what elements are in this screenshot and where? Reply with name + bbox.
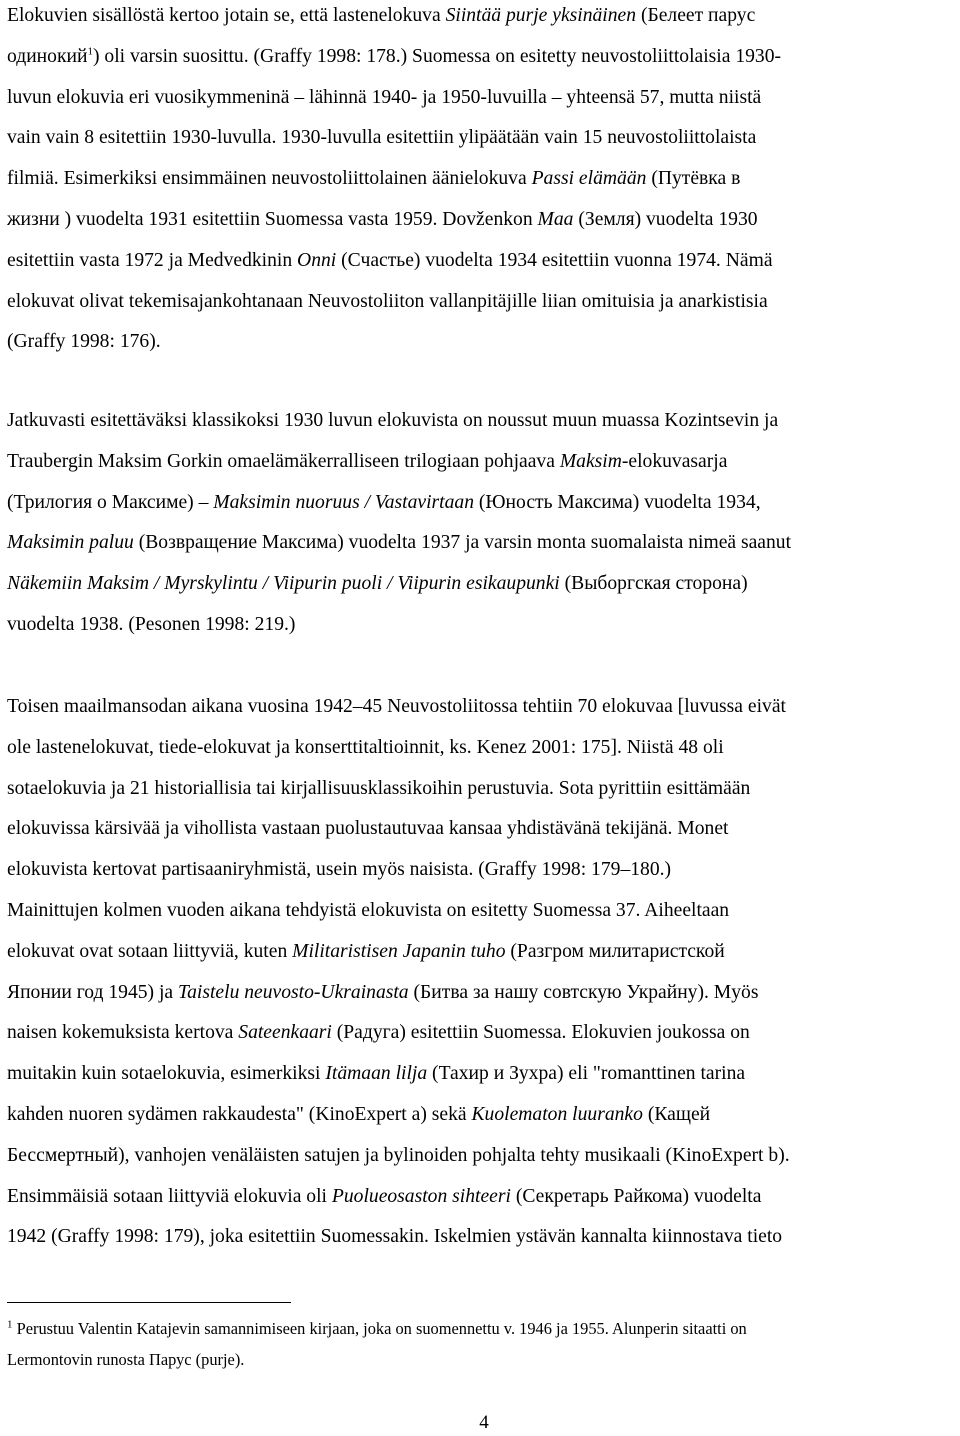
text-run: Elokuvien sisällöstä kertoo jotain se, että lastenelokuva (7, 5, 446, 26)
text-line (7, 728, 790, 769)
text-run: жизни ) vuodelta 1931 esitettiin Suomessa vasta 1959. Dovženkon (7, 208, 538, 230)
text-run: ) oli varsin suosittu. (Graffy 1998: 178.) Suomessa on esitetty neuvostoliittolaisia 1930- (92, 45, 782, 67)
text-run: Mainittujen kolmen vuoden aikana tehdyistä elokuvista on esitetty Suomessa 37. Aiheeltaan (7, 899, 730, 921)
text-run: elokuvat ovat sotaan liittyviä, kuten (7, 940, 293, 962)
text-line (7, 78, 781, 119)
text-line (7, 687, 790, 728)
film-title: Militaristisen Japanin tuho (292, 940, 506, 962)
text-line (7, 118, 781, 159)
text-run: (Радуга) esitettiin Suomessa. Elokuvien joukossa on (331, 1022, 750, 1044)
footnote-marker: 1 (87, 45, 93, 58)
text-run: (Земля) vuodelta 1930 (573, 208, 758, 230)
text-line (7, 401, 791, 442)
text-line (7, 523, 791, 564)
text-run: 1942 (Graffy 1998: 179), joka esitettiin Suomessakin. Iskelmien ystävän kannalta kiinnostava tieto (7, 1226, 783, 1248)
text-line (7, 442, 791, 483)
text-run: (Секретарь Райкома) vuodelta (510, 1185, 762, 1207)
text-run: (Юность Максима) vuodelta 1934, (474, 491, 761, 513)
text-run: esitettiin vasta 1972 ja Medvedkinin (7, 249, 298, 271)
text-run: (Разгром милитаристской (505, 940, 725, 962)
film-title: Taistelu neuvosto-Ukrainasta (178, 981, 409, 1003)
film-title: Maksimin paluu (7, 532, 134, 554)
text-run: naisen kokemuksista kertova (7, 1022, 239, 1044)
text-run: (Возвращение Максима) vuodelta 1937 ja varsin monta suomalaista nimeä saanut (133, 532, 792, 554)
film-title: Siintää purje yksinäinen (445, 5, 637, 26)
text-line (7, 932, 790, 973)
text-run: -elokuvasarja (621, 450, 728, 472)
text-line (7, 973, 790, 1014)
text-run: (Битва за нашу совтскую Украйну). Myös (408, 981, 759, 1003)
text-line (7, 891, 790, 932)
text-run: (Трилогия о Максиме) – (7, 491, 214, 513)
text-line (7, 564, 791, 605)
text-run: Traubergin Maksim Gorkin omaelämäkerralliseen trilogiaan pohjaava (7, 450, 560, 472)
text-line (7, 322, 781, 363)
text-run: (Путёвка в (646, 168, 741, 190)
text-line (7, 850, 790, 891)
text-run: sotaelokuvia ja 21 historiallisia tai kirjallisuusklassikoihin perustuvia. Sota pyrittiin esittämään (7, 777, 751, 799)
footnote-marker: 1 (7, 1318, 13, 1331)
film-title: Itämaan lilja (325, 1063, 428, 1085)
text-line (7, 282, 781, 323)
film-title: Maksim (559, 450, 622, 472)
text-line (7, 241, 781, 282)
text-line (7, 1313, 955, 1344)
text-run: одинокий (7, 45, 88, 67)
footnote (7, 1313, 955, 1375)
text-line (7, 483, 791, 524)
text-line (7, 0, 781, 37)
film-title: Puolueosaston sihteeri (331, 1185, 511, 1207)
text-line (7, 1136, 790, 1177)
text-run: (Кащей (642, 1103, 711, 1125)
text-run: (Выборгская сторона) (559, 573, 748, 595)
text-run: elokuvissa kärsivää ja vihollista vastaan puolustautuvaa kansaa yhdistävänä tekijänä. Monet (7, 818, 729, 840)
text-run: vain vain 8 esitettiin 1930-luvulla. 1930-luvulla esitettiin ylipäätään vain 15 neuvostoliittolaista (7, 127, 757, 149)
text-line (7, 1095, 790, 1136)
text-run: muitakin kuin sotaelokuvia, esimerkiksi (7, 1063, 326, 1085)
text-run: Perustuu Valentin Katajevin samannimiseen kirjaan, joka on suomennettu v. 1946 ja 1955. Alunperin sitaatti on (12, 1319, 747, 1338)
paragraph-2 (7, 401, 791, 646)
text-run: Ensimmäisiä sotaan liittyviä elokuvia oli (7, 1185, 332, 1207)
text-line (7, 1013, 790, 1054)
text-run: Jatkuvasti esitettäväksi klassikoksi 1930 luvun elokuvista on noussut muun muassa Kozintsevin ja (7, 410, 779, 431)
text-line (7, 37, 781, 78)
text-run: Японии год 1945) ja (7, 981, 179, 1003)
text-line (7, 1344, 955, 1375)
text-line (7, 769, 790, 810)
text-run: ole lastenelokuvat, tiede-elokuvat ja konserttitaltioinnit, ks. Kenez 2001: 175]. Niistä 48 oli (7, 736, 724, 758)
text-run: filmiä. Esimerkiksi ensimmäinen neuvostoliittolainen äänielokuva (7, 168, 532, 190)
text-line (7, 1217, 790, 1258)
text-run: (Белеет парус (636, 5, 756, 26)
text-line (7, 809, 790, 850)
text-run: (Счастье) vuodelta 1934 esitettiin vuonna 1974. Nämä (336, 249, 773, 271)
footnote-separator (7, 1302, 291, 1303)
text-run: Lermontovin runosta Парус (purje). (7, 1350, 245, 1369)
film-title: Maa (537, 208, 574, 230)
text-line (7, 159, 781, 200)
paragraph-3 (7, 687, 790, 1258)
film-title: Onni (297, 249, 337, 271)
film-title: Maksimin nuoruus / Vastavirtaan (213, 491, 474, 513)
text-run: luvun elokuvia eri vuosikymmeninä – lähinnä 1940- ja 1950-luvuilla – yhteensä 57, mutta niistä (7, 86, 762, 108)
text-line (7, 605, 791, 646)
page-number: 4 (479, 1412, 489, 1433)
film-title: Kuolematon luuranko (471, 1103, 643, 1125)
film-title: Passi elämään (531, 168, 647, 190)
text-run: Бессмертный), vanhojen venäläisten satujen ja bylinoiden pohjalta tehty musikaali (KinoExpert b). (7, 1144, 790, 1166)
text-run: elokuvat olivat tekemisajankohtanaan Neuvostoliiton vallanpitäjille liian omituisia ja anarkistisia (7, 290, 768, 312)
text-run: (Graffy 1998: 176). (7, 331, 161, 353)
text-run: vuodelta 1938. (Pesonen 1998: 219.) (7, 613, 296, 635)
text-line (7, 1177, 790, 1218)
film-title: Sateenkaari (238, 1022, 332, 1044)
text-run: (Тахир и Зухра) eli "romanttinen tarina (427, 1063, 746, 1085)
text-run: elokuvista kertovat partisaaniryhmistä, usein myös naisista. (Graffy 1998: 179–180.) (7, 859, 672, 881)
text-run: kahden nuoren sydämen rakkaudesta" (KinoExpert a) sekä (7, 1103, 472, 1125)
film-title: Näkemiin Maksim / Myrskylintu / Viipurin puoli / Viipurin esikaupunki (7, 573, 560, 595)
text-run: Toisen maailmansodan aikana vuosina 1942–45 Neuvostoliitossa tehtiin 70 elokuvaa [luvussa eivät (7, 696, 786, 717)
paragraph-1 (7, 0, 781, 363)
text-line (7, 200, 781, 241)
text-line (7, 1054, 790, 1095)
